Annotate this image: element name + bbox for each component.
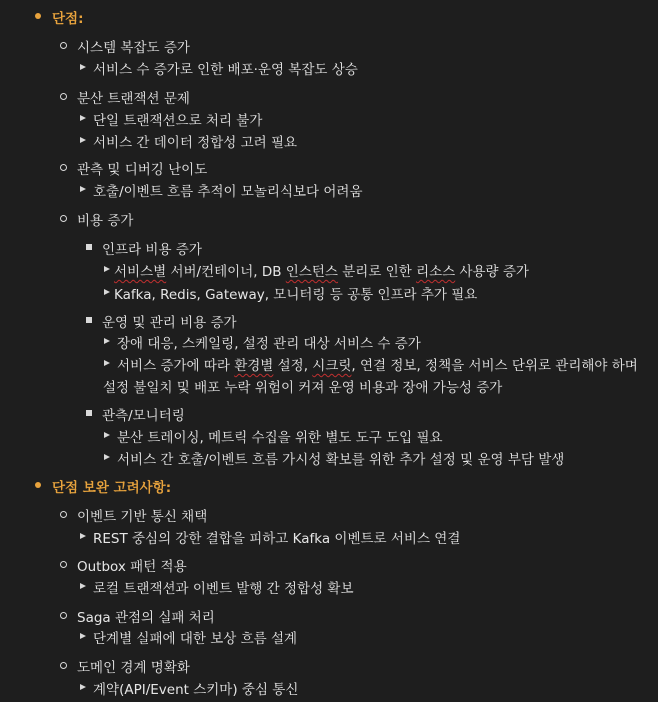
group-bullet <box>86 410 92 416</box>
item-bullet <box>60 164 67 171</box>
item-title: 관측 및 디버깅 난이도 <box>77 162 208 178</box>
sub-item-continued: 설정 불일치 및 배포 누락 위험이 커져 운영 비용과 장애 가능성 증가 <box>103 380 503 396</box>
sub-item: 서비스 수 증가로 인한 배포·운영 복잡도 상승 <box>93 62 358 78</box>
sub-bullet <box>80 533 86 539</box>
sub-item: 장애 대응, 스케일링, 설정 관리 대상 서비스 수 증가 <box>117 336 421 352</box>
sub-bullet <box>80 186 86 192</box>
sub-bullet <box>104 338 110 344</box>
item-bullet <box>60 561 67 568</box>
sub-bullet <box>104 266 110 272</box>
sub-bullet <box>104 360 110 366</box>
item-bullet <box>60 93 67 100</box>
sub-bullet <box>80 115 86 121</box>
sub-item: 단계별 실패에 대한 보상 흐름 설계 <box>93 631 298 647</box>
item-bullet <box>60 662 67 669</box>
group-bullet <box>86 317 92 323</box>
sub-bullet <box>80 583 86 589</box>
group-bullet <box>86 244 92 250</box>
sub-item: REST 중심의 강한 결합을 피하고 Kafka 이벤트로 서비스 연결 <box>93 531 461 547</box>
item-title: 시스템 복잡도 증가 <box>77 40 190 56</box>
sub-item: 호출/이벤트 흐름 추적이 모놀리식보다 어려움 <box>93 184 363 200</box>
item-title: 도메인 경계 명확화 <box>77 660 190 676</box>
sub-item: 서비스 간 데이터 정합성 고려 필요 <box>93 135 298 151</box>
sub-item: 계약(API/Event 스키마) 중심 통신 <box>93 682 299 698</box>
sub-bullet <box>104 454 110 460</box>
sub-bullet <box>104 432 110 438</box>
sub-item: 분산 트레이싱, 메트릭 수집을 위한 별도 도구 도입 필요 <box>117 430 443 446</box>
item-bullet <box>60 511 67 518</box>
sub-bullet <box>104 289 110 295</box>
section-title-cons: 단점: <box>52 11 84 27</box>
item-bullet <box>60 612 67 619</box>
sub-item: 서비스별 서버/컨테이너, DB 인스턴스 분리로 인한 리소스 사용량 증가 <box>114 264 529 280</box>
sub-bullet <box>80 684 86 690</box>
item-title: 비용 증가 <box>77 213 134 229</box>
item-title: 분산 트랜잭션 문제 <box>77 91 190 107</box>
section-bullet <box>35 13 41 19</box>
section-bullet <box>35 482 41 488</box>
sub-bullet <box>80 137 86 143</box>
sub-item: 단일 트랜잭션으로 처리 불가 <box>93 113 263 129</box>
sub-item: Kafka, Redis, Gateway, 모니터링 등 공통 인프라 추가 필요 <box>114 287 478 303</box>
item-title: Saga 관점의 실패 처리 <box>77 610 215 626</box>
item-bullet <box>60 42 67 49</box>
sub-item: 로컬 트랜잭션과 이벤트 발행 간 정합성 확보 <box>93 581 354 597</box>
sub-item: 서비스 증가에 따라 환경별 설정, 시크릿, 연결 정보, 정책을 서비스 단위로 관리해야 하며 <box>117 358 638 374</box>
item-title: 이벤트 기반 통신 채택 <box>77 509 208 525</box>
section-title-mitigation: 단점 보완 고려사항: <box>52 480 172 496</box>
group-title: 인프라 비용 증가 <box>102 242 202 258</box>
sub-bullet <box>80 633 86 639</box>
sub-item: 서비스 간 호출/이벤트 흐름 가시성 확보를 위한 추가 설정 및 운영 부담 발생 <box>117 452 565 468</box>
item-title: Outbox 패턴 적용 <box>77 559 187 575</box>
sub-bullet <box>80 64 86 70</box>
group-title: 관측/모니터링 <box>102 408 185 424</box>
item-bullet <box>60 215 67 222</box>
group-title: 운영 및 관리 비용 증가 <box>102 315 237 331</box>
